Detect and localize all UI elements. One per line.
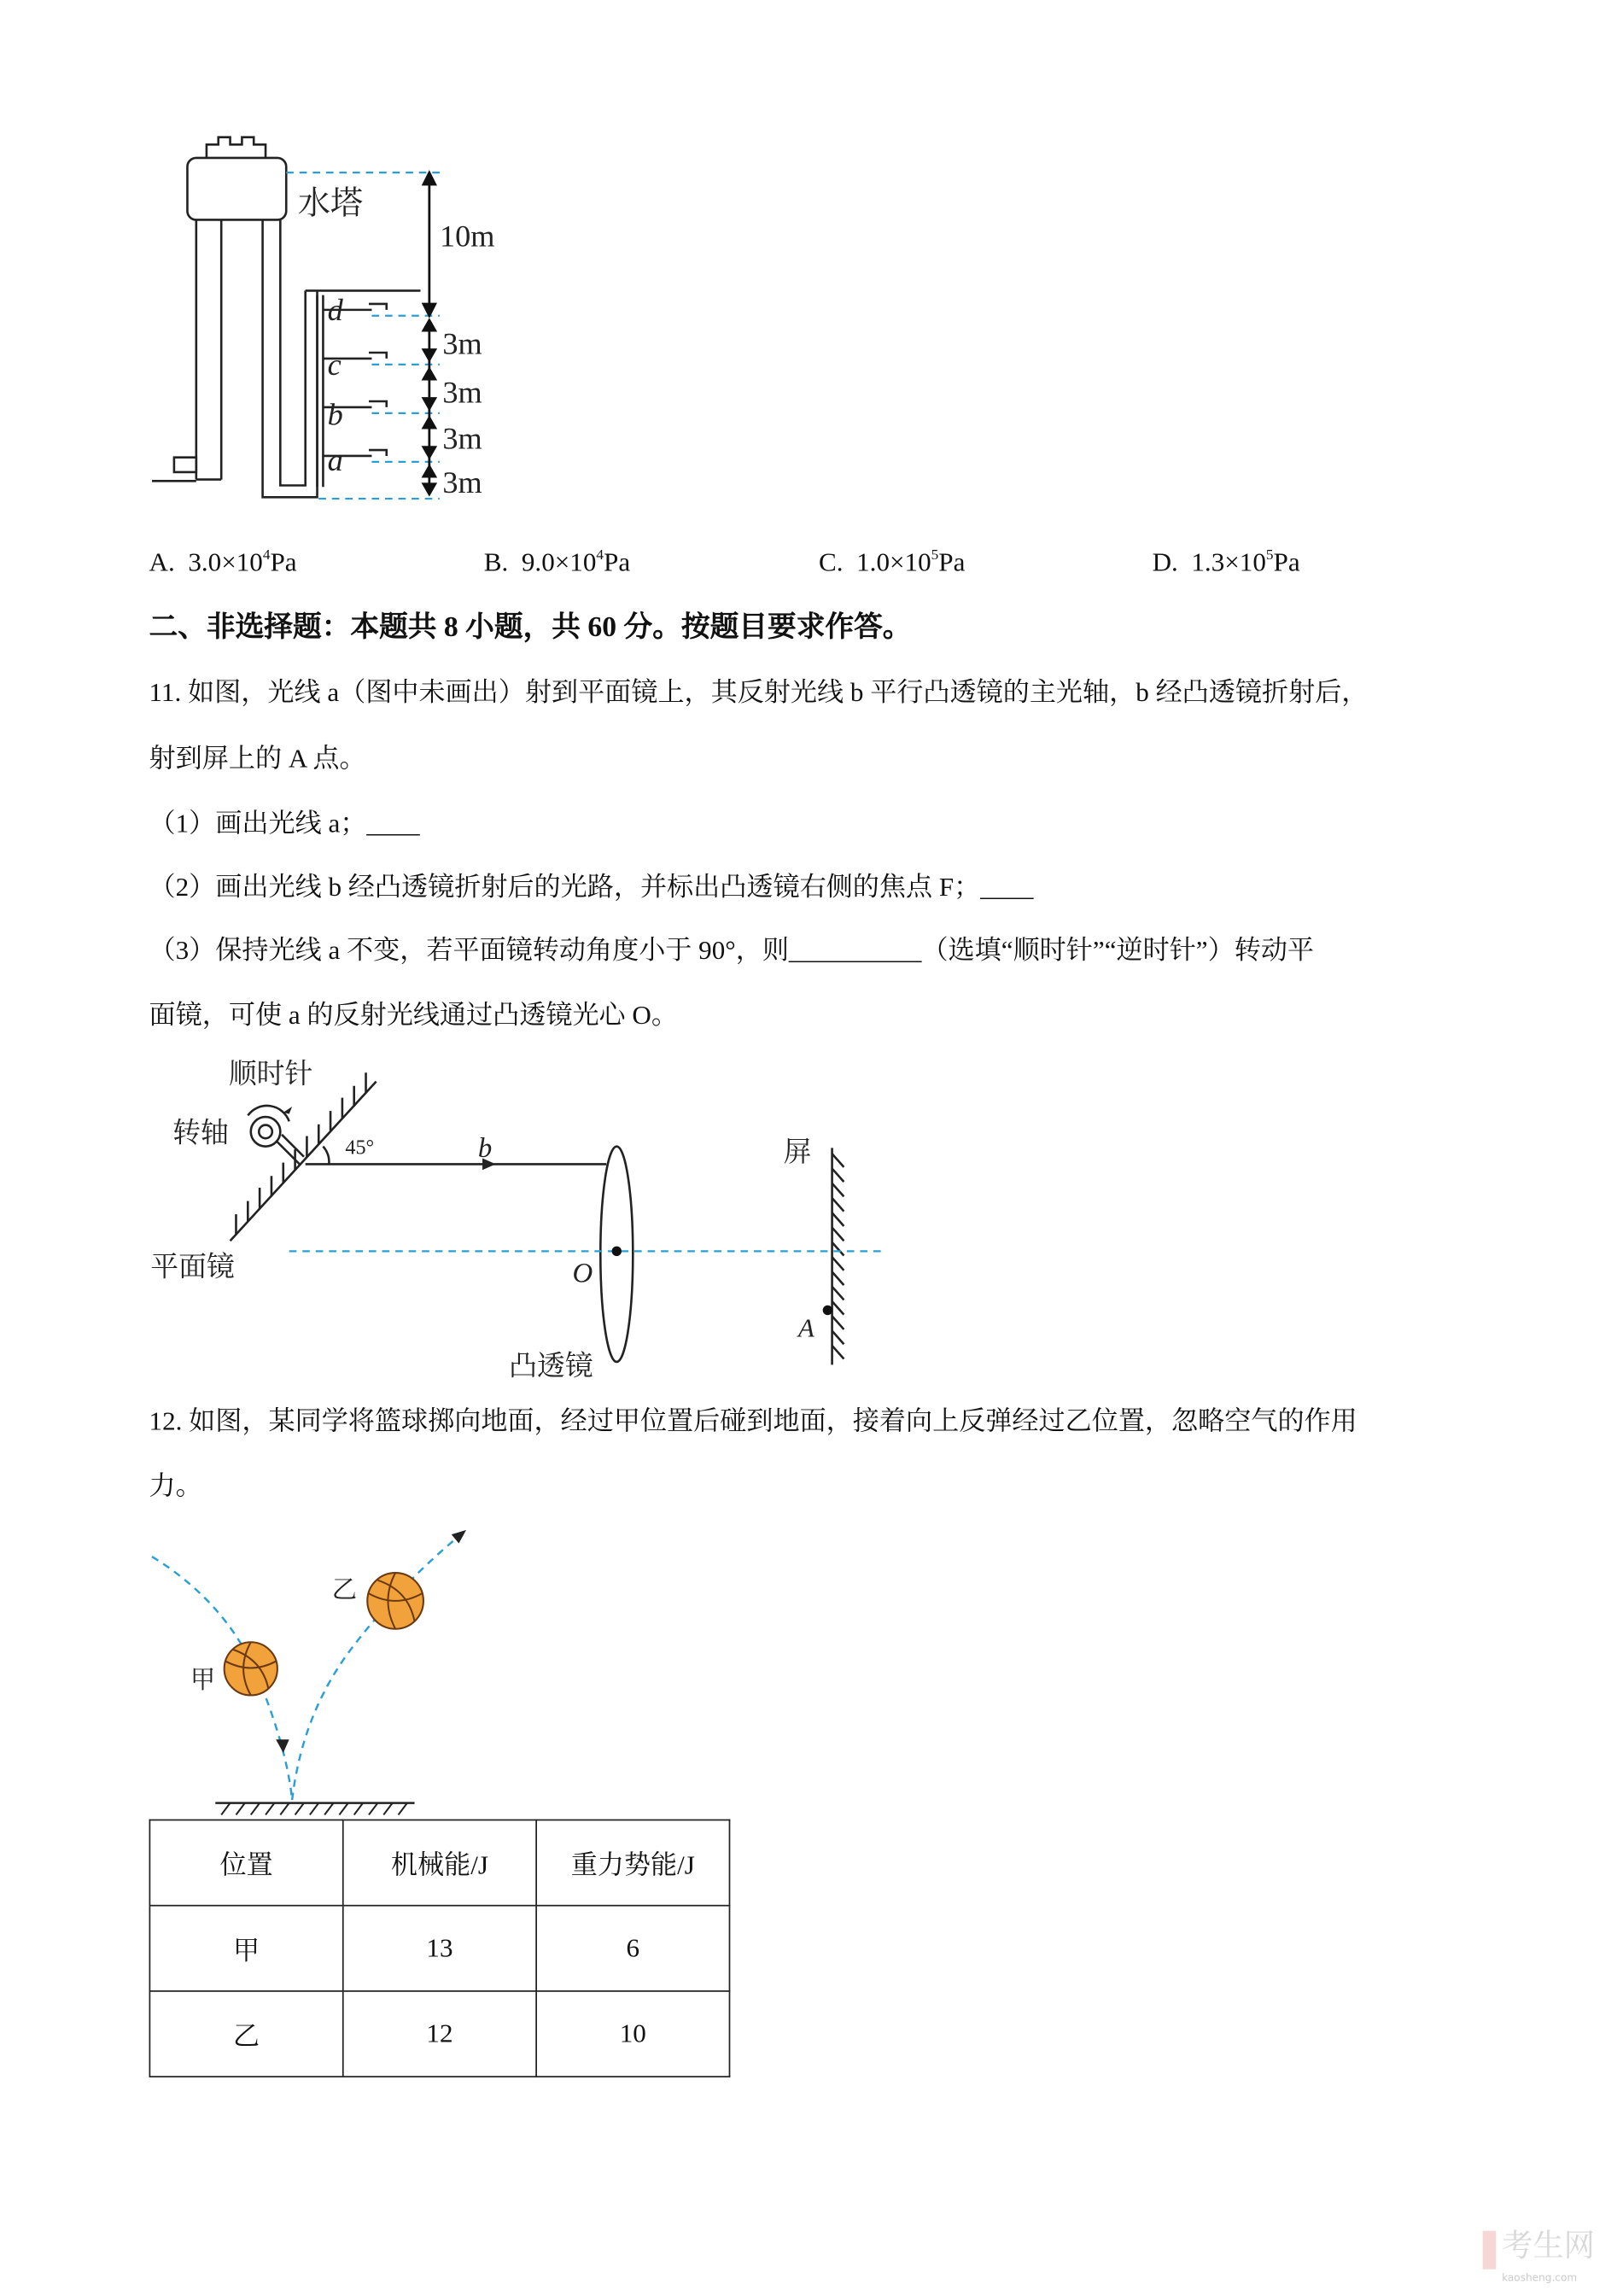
tower-label: 水塔 — [298, 185, 364, 222]
q11-line1: 11. 如图，光线 a（图中未画出）射到平面镜上，其反射光线 b 平行凸透镜的主光轴，b 经凸透镜折射后， — [149, 677, 1369, 707]
q11-part3-cont: 面镜，可使 a 的反射光线通过凸透镜光心 O。 — [149, 1000, 679, 1031]
gap-3m: 3m — [442, 465, 482, 500]
option-letter: B. — [483, 547, 509, 577]
option-value: 9.0×10 — [521, 547, 597, 577]
option-unit: Pa — [604, 547, 631, 577]
watermark-logo — [1483, 2228, 1595, 2287]
option-value: 1.0×10 — [856, 547, 931, 577]
q12-line1: 12. 如图，某同学将篮球掷向地面，经过甲位置后碰到地面，接着向上反弹经过乙位置，忽略空气的作用 — [149, 1405, 1357, 1436]
height-10m: 10m — [439, 219, 495, 254]
clockwise-label: 顺时针 — [228, 1059, 313, 1090]
basketball-jia — [225, 1642, 277, 1695]
gap-3m: 3m — [442, 326, 482, 361]
table-row — [149, 1991, 729, 2077]
axis-label: 转轴 — [172, 1118, 229, 1149]
option-value: 1.3×10 — [1191, 547, 1266, 577]
option-value: 3.0×10 — [188, 547, 263, 577]
q11-part2: （2）画出光线 b 经凸透镜折射后的光路，并标出凸透镜右侧的焦点 F；____ — [149, 872, 1034, 902]
ray-label: b — [477, 1132, 493, 1164]
pos-yi-label: 乙 — [331, 1576, 358, 1604]
floor-d: d — [327, 292, 343, 327]
logo-text: 考生网 — [1502, 2228, 1595, 2264]
gap-3m: 3m — [442, 421, 482, 456]
option-unit: Pa — [270, 547, 297, 577]
header-cell: 位置 — [149, 1820, 342, 1905]
gap-3m: 3m — [442, 375, 482, 410]
table-cell: 乙 — [149, 1991, 342, 2077]
q11-line2: 射到屏上的 A 点。 — [149, 743, 366, 774]
option-letter: A. — [149, 547, 175, 577]
header-cell: 机械能/J — [343, 1820, 536, 1905]
floor-b: b — [327, 397, 343, 432]
center-label: O — [572, 1258, 593, 1289]
table-header-row — [149, 1820, 729, 1905]
table-row — [149, 1906, 729, 1991]
screen-label: 屏 — [783, 1136, 812, 1168]
basketball-yi — [367, 1573, 423, 1629]
lens-label: 凸透镜 — [509, 1351, 593, 1382]
floor-c: c — [327, 347, 342, 382]
floor-a: a — [327, 443, 343, 478]
logo-subtext: kaosheng.com — [1502, 2272, 1578, 2284]
option-letter: C. — [819, 547, 844, 577]
option-exponent: 5 — [931, 547, 939, 564]
table-cell: 甲 — [149, 1906, 342, 1991]
table-cell: 6 — [536, 1906, 729, 1991]
option-unit: Pa — [938, 547, 966, 577]
option-exponent: 4 — [262, 547, 271, 564]
arrow-icon — [276, 1739, 289, 1753]
header-cell: 重力势能/J — [536, 1820, 729, 1905]
table-cell: 13 — [343, 1906, 536, 1991]
angle-label: 45° — [345, 1136, 375, 1160]
option-exponent: 5 — [1265, 547, 1274, 564]
mirror-label: 平面镜 — [150, 1252, 235, 1283]
option-exponent: 4 — [596, 547, 604, 564]
q11-part3: （3）保持光线 a 不变，若平面镜转动角度小于 90°，则__________（选填“顺时针”“逆时针”）转动平 — [149, 935, 1315, 966]
energy-table — [149, 1820, 731, 2077]
pos-jia-label: 甲 — [190, 1666, 216, 1694]
option-letter: D. — [1152, 547, 1178, 577]
table-cell: 10 — [536, 1991, 729, 2077]
arrow-icon — [452, 1530, 466, 1544]
logo-icon — [1483, 2231, 1497, 2270]
option-unit: Pa — [1273, 547, 1300, 577]
q12-line2: 力。 — [149, 1470, 202, 1501]
section-header: 二、非选择题：本题共 8 小题，共 60 分。按题目要求作答。 — [149, 612, 912, 644]
point-a-label: A — [797, 1312, 814, 1343]
table-cell: 12 — [343, 1991, 536, 2077]
q11-part1: （1）画出光线 a；____ — [149, 808, 420, 838]
